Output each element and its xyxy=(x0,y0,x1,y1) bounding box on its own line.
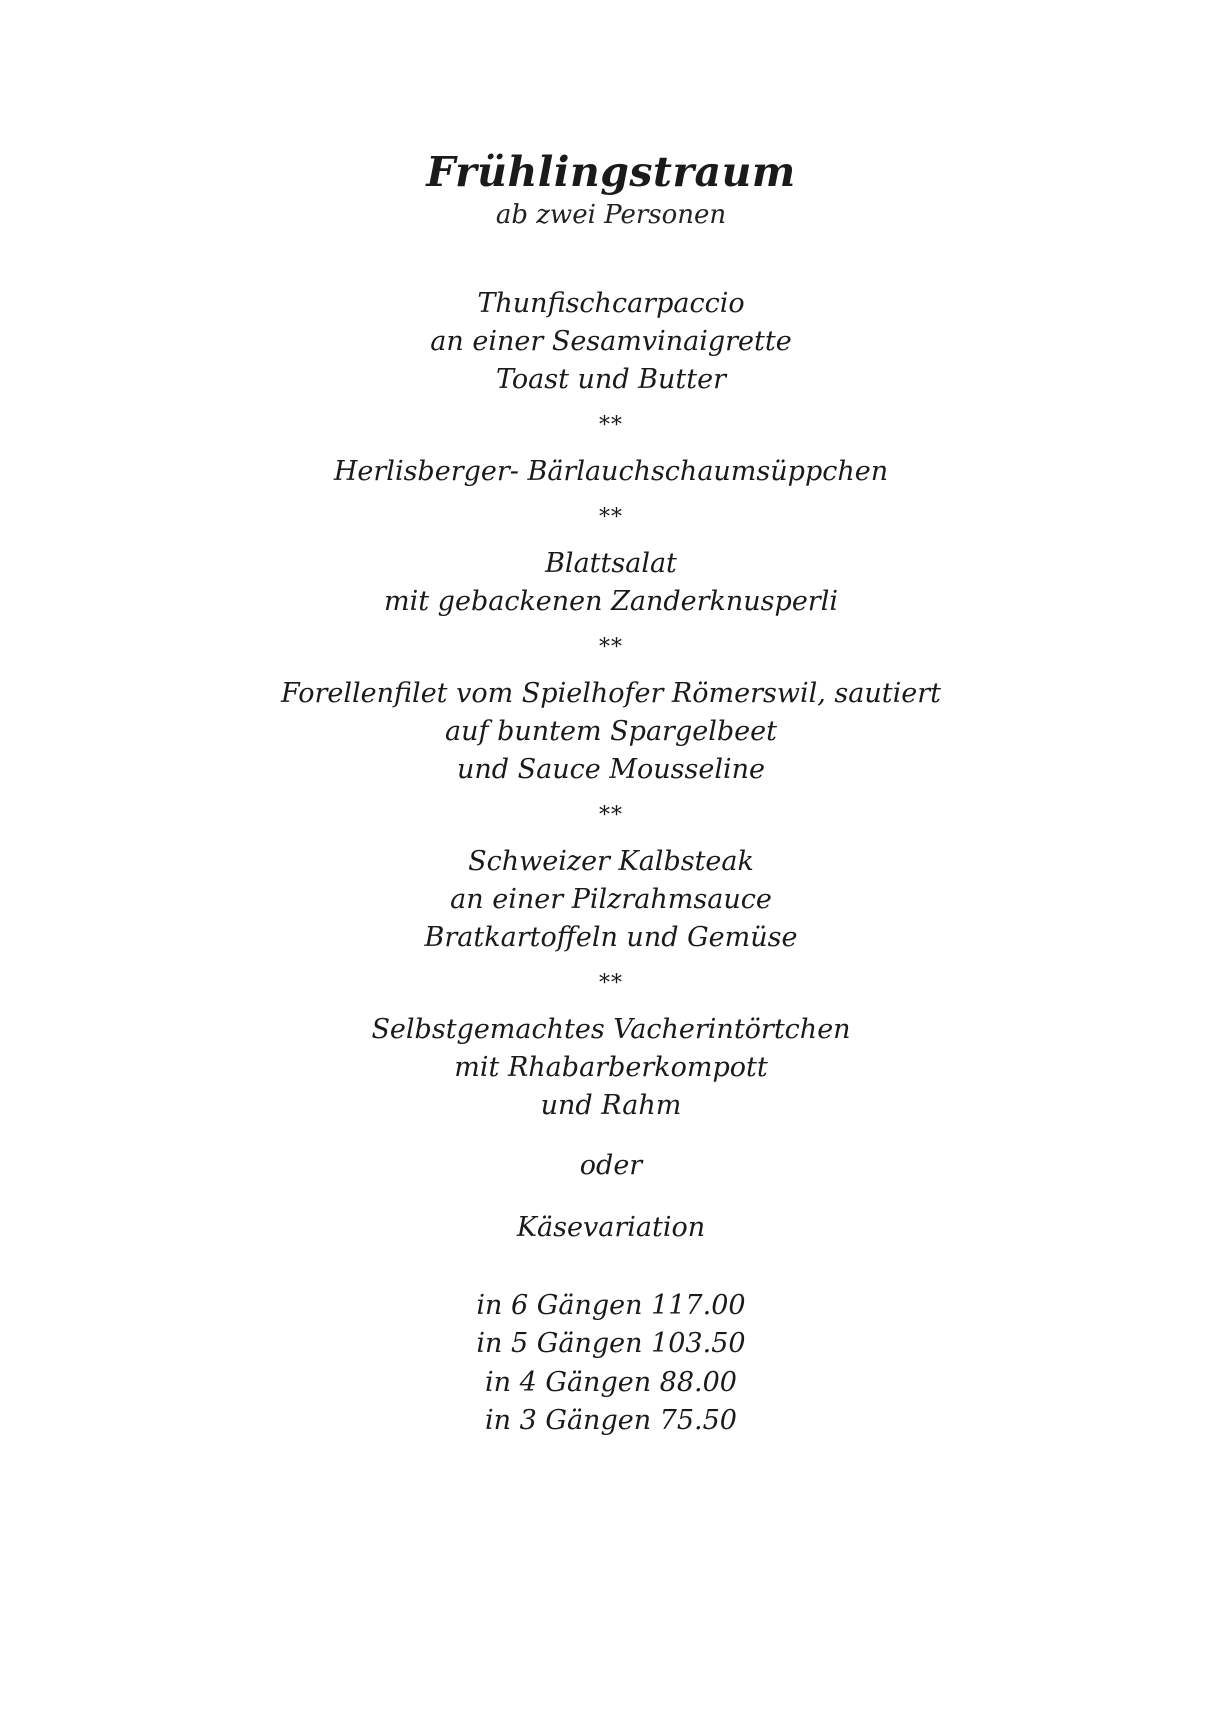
course-line: Thunfischcarpaccio xyxy=(477,287,745,319)
alternative-course: Käsevariation xyxy=(516,1211,706,1243)
menu-card xyxy=(0,150,1222,1441)
course-item xyxy=(0,453,1222,491)
course-line: Forellenfilet vom Spielhofer Römerswil, sautiert xyxy=(281,677,941,709)
course-line: mit gebackenen Zanderknusperli xyxy=(384,585,838,617)
menu-subtitle: ab zwei Personen xyxy=(495,200,727,231)
course-line: Herlisberger- Bärlauchschaumsüppchen xyxy=(333,455,889,487)
course-line: an einer Pilzrahmsauce xyxy=(450,883,772,915)
course-item xyxy=(0,285,1222,399)
course-list xyxy=(0,285,1222,1247)
price-line: in 6 Gängen 117.00 xyxy=(476,1289,746,1321)
course-separator: ** xyxy=(599,504,623,530)
menu-title: Frühlingstraum xyxy=(426,148,796,196)
course-line: und Rahm xyxy=(540,1089,682,1121)
alternative-word: oder xyxy=(579,1149,643,1181)
course-line: Toast und Butter xyxy=(495,363,726,395)
course-item xyxy=(0,843,1222,957)
course-item xyxy=(0,1011,1222,1125)
course-line: Blattsalat xyxy=(545,547,677,579)
course-separator: ** xyxy=(599,970,623,996)
price-list xyxy=(0,1287,1222,1441)
course-line: Bratkartoffeln und Gemüse xyxy=(424,921,798,953)
course-line: Selbstgemachtes Vacherintörtchen xyxy=(371,1013,851,1045)
course-separator: ** xyxy=(599,634,623,660)
course-separator: ** xyxy=(599,802,623,828)
course-line: Schweizer Kalbsteak xyxy=(468,845,754,877)
course-separator: ** xyxy=(599,412,623,438)
course-item xyxy=(0,545,1222,621)
course-line: auf buntem Spargelbeet xyxy=(445,715,777,747)
course-line: an einer Sesamvinaigrette xyxy=(430,325,792,357)
price-line: in 5 Gängen 103.50 xyxy=(476,1328,746,1360)
course-line: und Sauce Mousseline xyxy=(457,753,765,785)
course-item xyxy=(0,675,1222,789)
price-line: in 4 Gängen 88.00 xyxy=(485,1366,737,1398)
course-line: mit Rhabarberkompott xyxy=(454,1051,768,1083)
price-line: in 3 Gängen 75.50 xyxy=(485,1405,737,1437)
